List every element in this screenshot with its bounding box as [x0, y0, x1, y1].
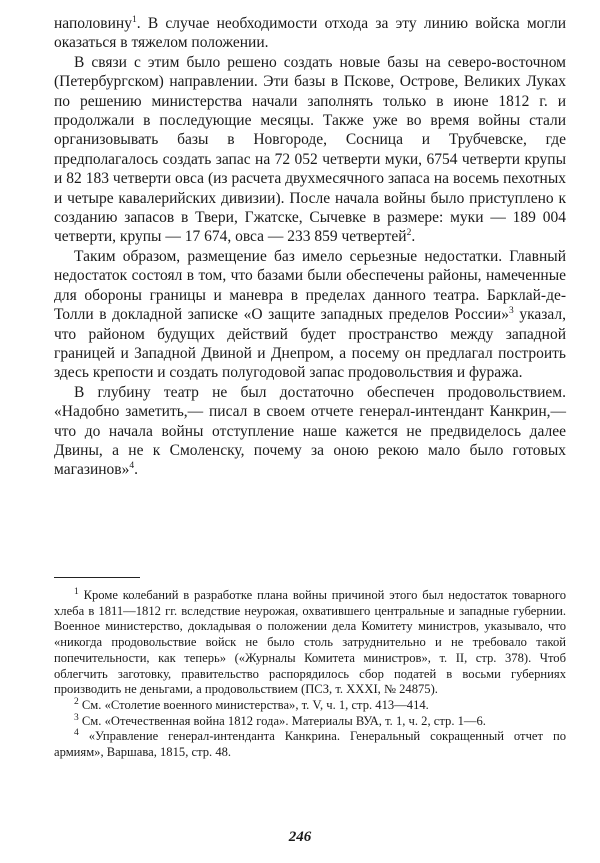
footnotes: [54, 588, 566, 761]
footnote-ref-1: 1: [131, 14, 137, 25]
footnote-4-text: «Управление генерал-интенданта Канкрина. Генеральный сокращенный отчет по армиям», Варшава, 1815, стр. 48.: [54, 729, 566, 760]
paragraph-2: [54, 53, 566, 247]
paragraph-4: [54, 383, 566, 480]
footnote-1-text: Кроме колебаний в разработке плана войны причиной этого был недостаток товарного хлеба в 1811—1812 гг. вследствие неурожая, охватившего центральные и западные губернии. Военное министерство, докладывая о положении дела Комитету министров, указывало, что «никогда продовольствие войск не было столь затруднительно и не требовало такой попечительности, как теперь» («Журналы Комитета министров», т. II, стр. 378). Чтоб облегчить заготовку, правительство распорядилось сбор податей в восьми губерниях производить не деньгами, а продовольствием (ПСЗ, т. XXXI, № 24875).: [54, 588, 566, 697]
main-text: [54, 14, 566, 480]
footnote-mark-4: 4: [74, 728, 79, 739]
paragraph-4-text: В глубину театр не был достаточно обеспечен продовольствием. «Надобно заметить,— писал в своем отчете генерал-интендант Канкрин,— что до начала войны отступление наше кажется не предвиделось далее Двины, а не к Смоленску, почему за оною рекою мало было готовых магазинов»: [54, 383, 566, 479]
footnote-mark-1: 1: [74, 586, 79, 597]
paragraph-2-text: В связи с этим было решено создать новые базы на северо-восточном (Петербургском) направлении. Эти базы в Пскове, Острове, Великих Луках по решению министерства начали заполнять только в июне 1812 г. и продолжали в последующие месяцы. Также уже во время войны стали организовывать базы в Новгороде, Сосница и Трубчевске, где предполагалось создать запас на 72 052 четверти муки, 6754 четверти крупы и 82 183 четверти овса (из расчета двухмесячного запаса на восемь пехотных и четыре кавалерийских дивизии). После начала войны было приступлено к созданию запасов в Твери, Гжатске, Сычевке в размере: муки — 189 004 четверти, крупы — 17 674, овса — 233 859 четвертей: [54, 53, 566, 246]
footnote-mark-3: 3: [74, 712, 79, 723]
footnote-2: [54, 698, 566, 714]
footnote-3-text: См. «Отечественная война 1812 года». Материалы ВУА, т. 1, ч. 2, стр. 1—6.: [81, 713, 486, 728]
footnote-4: [54, 729, 566, 760]
page-number: 246: [288, 829, 312, 845]
paragraph-4-text-end: .: [134, 461, 138, 479]
footnote-3: [54, 714, 566, 730]
paragraph-1-text: наполовину: [54, 15, 132, 32]
paragraph-3-text: Таким образом, размещение баз имело серьезные недостатки. Главный недостаток состоял в том, что базами были обеспечены районы, намеченные для обороны границы и маневра в пределах данного театра. Барклай-де-Толли в докладной записке «О защите западных пределов России»: [54, 247, 566, 324]
footnote-ref-4: 4: [129, 461, 135, 472]
paragraph-3-text-end: указал, что районом будущих действий будет пространство между западной границей и Западной Двиной и Днепром, а посему он предлагал построить здесь крепости и создать полугодовой запас продовольствия и фуража.: [54, 306, 566, 382]
paragraph-1: [54, 14, 566, 53]
footnote-mark-2: 2: [74, 696, 79, 707]
footnote-ref-3: 3: [508, 305, 514, 316]
footnote-1: [54, 588, 566, 698]
footnote-divider: [54, 577, 140, 578]
paragraph-2-text-end: .: [411, 228, 416, 246]
footnote-2-text: См. «Столетие военного министерства», т. V, ч. 1, стр. 413—414.: [81, 697, 429, 712]
paragraph-3: [54, 247, 566, 383]
footnote-ref-2: 2: [406, 228, 412, 239]
paragraph-1-text-end: . В случае необходимости отхода за эту линию войска могли оказаться в тяжелом положении.: [54, 15, 566, 52]
